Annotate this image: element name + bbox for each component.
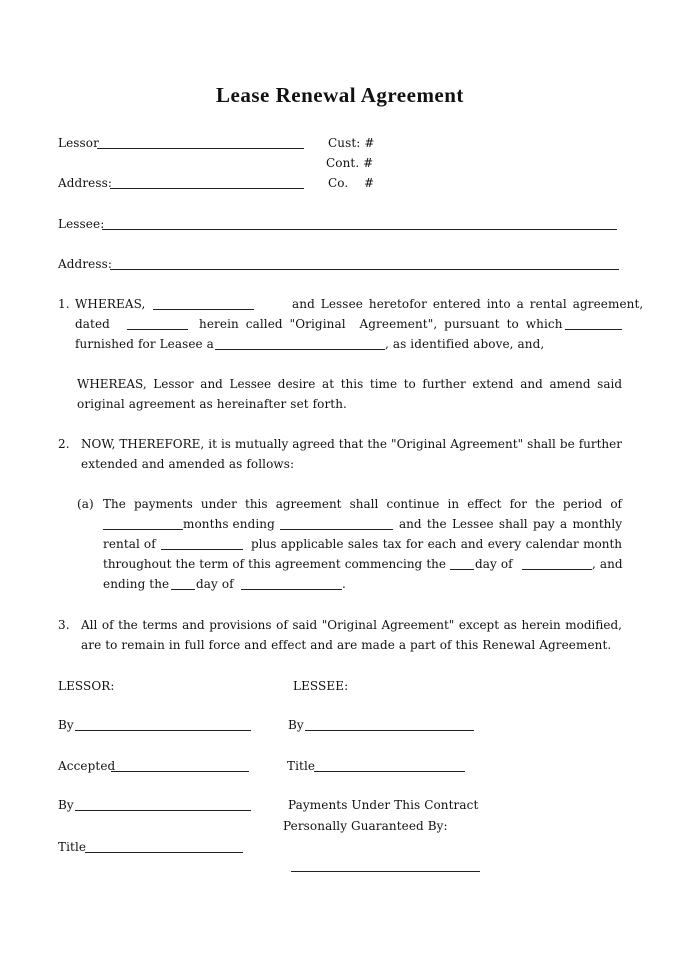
lessee-field[interactable] (102, 229, 617, 230)
clause-2a-line-2-text: and the Lessee shall pay a monthly (399, 517, 622, 531)
whereas-2-line-2: original agreement as hereinafter set forth. (77, 397, 347, 411)
lessee-label: Lessee: (58, 217, 105, 231)
lessor-title-label: Title (58, 840, 87, 854)
lessee-signature-heading: LESSEE: (293, 679, 349, 693)
clause-1-number: 1. (58, 297, 70, 311)
lessee-address-label: Address: (58, 257, 113, 271)
whereas-2-line-1: WHEREAS, Lessor and Lessee desire at this time to further extend and amend said (77, 377, 622, 391)
clause-2a-and: , and (592, 557, 623, 571)
cont-number-label: Cont. # (326, 156, 374, 170)
clause-2a-ending-the: ending the (103, 577, 170, 591)
commencing-day-blank[interactable] (450, 569, 474, 570)
clause-1-equipment-blank[interactable] (215, 349, 385, 350)
lessee-by-signature-line[interactable] (305, 730, 474, 731)
clause-1-line1-text: and Lessee heretofor entered into a rental agreement, (292, 297, 644, 311)
clause-1-item-blank[interactable] (565, 329, 622, 330)
clause-2a-months-ending: months ending (183, 517, 275, 531)
clause-1-line2-text: herein called "Original Agreement", pursuant to which (199, 317, 563, 331)
clause-2-line-1: NOW, THEREFORE, it is mutually agreed that the "Original Agreement" shall be further (81, 437, 622, 451)
guarantee-line-1: Payments Under This Contract (288, 798, 479, 812)
clause-2a-day-of-2: day of (196, 577, 234, 591)
lessor-label: Lessor (58, 136, 99, 150)
ending-date-blank[interactable] (280, 529, 393, 530)
clause-2a-line-1: The payments under this agreement shall continue in effect for the period of (103, 497, 622, 511)
lessor-by-label: By (58, 718, 74, 732)
months-blank[interactable] (103, 529, 183, 530)
clause-2a-rental-of: rental of (103, 537, 156, 551)
lessee-by-label: By (288, 718, 304, 732)
accepted-signature-line[interactable] (111, 771, 249, 772)
guarantor-signature-line[interactable] (291, 871, 480, 872)
clause-2a-period: . (342, 577, 346, 591)
clause-1-line3-text: , as identified above, and, (385, 337, 545, 351)
clause-1-furnished: furnished for Leasee a (75, 337, 214, 351)
co-number-label: Co. # (328, 176, 375, 190)
lessee-title-label: Title (287, 759, 316, 773)
lessor-title-line[interactable] (85, 852, 243, 853)
lessor-address-field[interactable] (110, 188, 304, 189)
ending-day-blank[interactable] (171, 589, 195, 590)
clause-2a-line-4-text: throughout the term of this agreement commencing the (103, 557, 446, 571)
clause-2a-line-3-text: plus applicable sales tax for each and every calendar month (251, 537, 622, 551)
clause-1-dated: dated (75, 317, 110, 331)
lessee-address-field[interactable] (110, 269, 619, 270)
clause-2a-label: (a) (77, 497, 94, 511)
lessor-by-signature-line[interactable] (75, 730, 251, 731)
clause-1-lessor-blank[interactable] (153, 309, 254, 310)
lessor-by2-label: By (58, 798, 74, 812)
lessor-field[interactable] (97, 148, 304, 149)
lessor-address-label: Address: (58, 176, 113, 190)
clause-3-number: 3. (58, 618, 70, 632)
clause-2a-day-of-1: day of (475, 557, 513, 571)
monthly-rental-blank[interactable] (161, 549, 243, 550)
page-title: Lease Renewal Agreement (216, 83, 464, 107)
clause-1-date-blank[interactable] (127, 329, 188, 330)
clause-2-number: 2. (58, 437, 70, 451)
clause-3-line-1: All of the terms and provisions of said "Original Agreement" except as herein modified, (81, 618, 622, 632)
ending-month-blank[interactable] (241, 589, 342, 590)
accepted-label: Accepted (58, 759, 116, 773)
lessor-by2-signature-line[interactable] (75, 810, 251, 811)
cust-number-label: Cust: # (328, 136, 375, 150)
clause-2-line-2: extended and amended as follows: (81, 457, 295, 471)
clause-1-whereas: WHEREAS, (75, 297, 146, 311)
commencing-month-blank[interactable] (522, 569, 592, 570)
guarantee-line-2: Personally Guaranteed By: (283, 819, 448, 833)
clause-3-line-2: are to remain in full force and effect and are made a part of this Renewal Agreement. (81, 638, 612, 652)
lessee-title-line[interactable] (314, 771, 465, 772)
lessor-signature-heading: LESSOR: (58, 679, 115, 693)
